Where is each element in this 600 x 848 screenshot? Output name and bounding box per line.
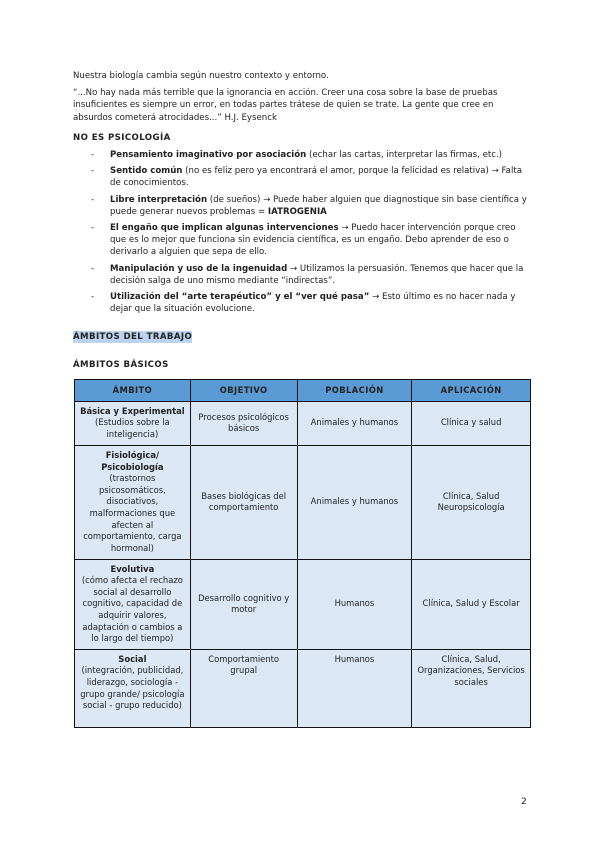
page-number: 2: [521, 797, 527, 807]
poblacion-cell: Animales y humanos: [297, 401, 412, 445]
table-header-row: [75, 379, 531, 401]
ambito-cell: Básica y Experimental (Estudios sobre la inteligencia): [75, 401, 191, 445]
table-row: [75, 559, 531, 649]
objetivo-cell: Desarrollo cognitivo y motor: [190, 559, 297, 649]
aplicacion-cell: Clínica y salud: [412, 401, 531, 445]
objetivo-cell: Procesos psicológicos básicos: [190, 401, 297, 445]
col-header: ÁMBITO: [75, 379, 191, 401]
no-es-list: [73, 149, 528, 315]
table-row: [75, 401, 531, 445]
no-es-heading: NO ES PSICOLOGÍA: [73, 132, 171, 143]
aplicacion-cell: Clínica, Salud, Organizaciones, Servicios sociales: [412, 649, 531, 727]
objetivo-cell: Comportamiento grupal: [190, 649, 297, 727]
col-header: APLICACIÓN: [412, 379, 531, 401]
ambitos-heading: ÁMBITOS DEL TRABAJO: [73, 332, 193, 343]
list-item: - El engaño que implican algunas intervenciones → Puedo hacer intervención porque creo que es lo mejor que funciona sin evidencia científica, es un engaño. Debo aprender de eso o derivarlo a alguien que sepa de ello.: [91, 223, 516, 258]
ambito-cell: Evolutiva (cómo afecta el rechazo social al desarrollo cognitivo, capacidad de adquirir valores, adaptación o cambios a lo largo del tiempo): [75, 559, 191, 649]
poblacion-cell: Animales y humanos: [297, 445, 412, 559]
ambitos-table: [74, 379, 531, 728]
col-header: POBLACIÓN: [297, 379, 412, 401]
eysenck-quote: “...No hay nada más terrible que la ignorancia en acción. Creer una cosa sobre la base de pruebas insuficientes es siempre un error, en todas partes trátese de quien se trate. La gente que cree en absurdos cometerá atrocidades...” H.J. Eysenck: [73, 88, 498, 123]
list-item: - Utilización del “arte terapéutico” y el “ver qué pasa” → Esto último es no hacer nada y dejar que la situación evolucione.: [91, 292, 516, 315]
objetivo-cell: Bases biológicas del comportamiento: [190, 445, 297, 559]
intro-line: Nuestra biología cambia según nuestro contexto y entorno.: [73, 71, 329, 81]
ambito-cell: Social (integración, publicidad, liderazgo, sociología - grupo grande/ psicología social - grupo reducido): [75, 649, 191, 727]
ambito-cell: Fisiológica/ Psicobiología (trastornos psicosomáticos, disociativos, malformaciones que afecten al comportamiento, carga hormonal): [75, 445, 191, 559]
list-item: - Sentido común (no es feliz pero ya encontrará el amor, porque la felicidad es relativa) → Falta de conocimientos.: [91, 166, 522, 189]
aplicacion-cell: Clínica, Salud Neuropsicología: [412, 445, 531, 559]
col-header: OBJETIVO: [190, 379, 297, 401]
aplicacion-cell: Clínica, Salud y Escolar: [412, 559, 531, 649]
list-item: - Manipulación y uso de la ingenuidad → Utilizamos la persuasión. Tenemos que hacer que la decisión salga de uno mismo mediante “indirectas”.: [91, 263, 524, 286]
poblacion-cell: Humanos: [297, 559, 412, 649]
list-item: - Pensamiento imaginativo por asociación (echar las cartas, interpretar las firmas, etc.): [91, 150, 503, 161]
table-row: [75, 649, 531, 727]
ambitos-subheading: ÁMBITOS BÁSICOS: [73, 359, 169, 370]
table-row: [75, 445, 531, 559]
document-page: [73, 70, 528, 728]
poblacion-cell: Humanos: [297, 649, 412, 727]
list-item: - Libre interpretación (de sueños) → Puede haber alguien que diagnostique sin base científica y puede generar nuevos problemas = IATROGENIA: [91, 194, 527, 217]
